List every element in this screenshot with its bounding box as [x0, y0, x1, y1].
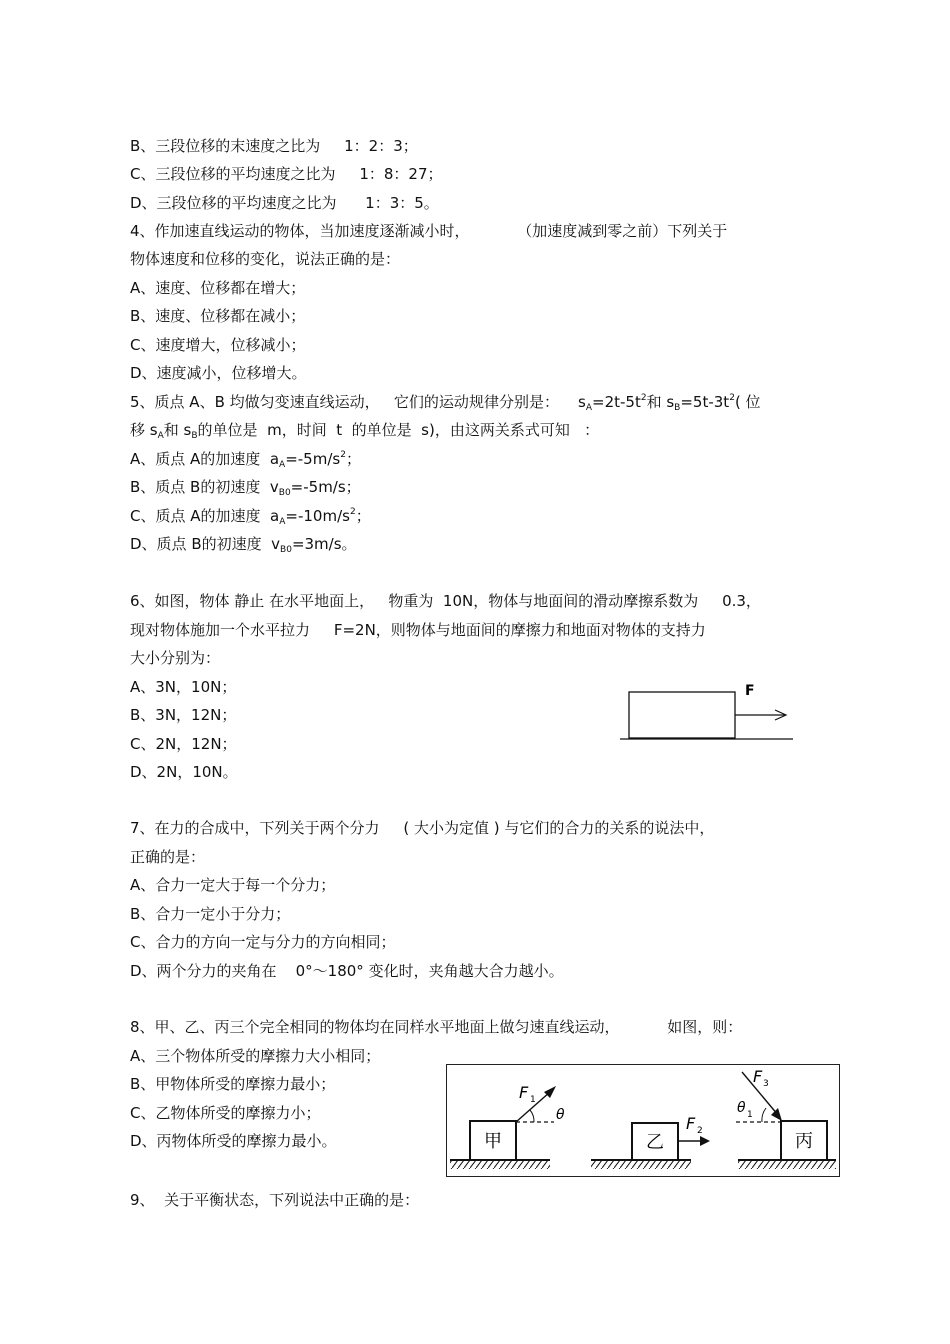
- svg-text:1: 1: [747, 1110, 753, 1120]
- ground-3: [738, 1160, 836, 1169]
- q8-stem-line1: 8、甲、乙、丙三个完全相同的物体均在同样水平地面上做匀速直线运动， 如图，则：: [130, 1018, 743, 1036]
- q4-option-d: D、速度减小，位移增大。: [130, 364, 307, 382]
- q7-option-b: B、合力一定小于分力；: [130, 905, 291, 923]
- q5-option-b: B、质点 B的初速度 $v_{B0}=-5m/s$；: [130, 478, 361, 498]
- q4-option-b: B、速度、位移都在减小；: [130, 307, 306, 325]
- q6-option-c: C、2N，12N；: [130, 735, 237, 753]
- q7-option-c: C、合力的方向一定与分力的方向相同；: [130, 933, 396, 951]
- block-yi-label: 乙: [646, 1132, 664, 1153]
- q4-option-c: C、速度增大，位移减小；: [130, 336, 306, 354]
- theta-label-1: θ: [556, 1107, 565, 1123]
- q5-option-c: C、质点 A的加速度 $a_A=-10m/s^2$；: [130, 507, 371, 527]
- q5-option-d: D、质点 B的初速度 $v_{B0}=3m/s$。: [130, 535, 357, 555]
- q3-option-d: D、三段位移的平均速度之比为 1：3：5。: [130, 194, 439, 212]
- svg-text:2: 2: [697, 1126, 703, 1136]
- block-bing-label: 丙: [795, 1131, 813, 1152]
- q6-stem-line1: 6、如图，物体 静止 在水平地面上， 物重为 10N，物体与地面间的滑动摩擦系数为 0.3，: [130, 592, 761, 610]
- block-jia-label: 甲: [484, 1131, 502, 1152]
- q5-stem-line1: 5、质点 A、B 均做匀变速直线运动， 它们的运动规律分别是： $s_A=2t-5t^2$和 $s_B=5t-3t^2$( 位: [130, 393, 761, 413]
- q3-option-c: C、三段位移的平均速度之比为 1：8：27；: [130, 165, 443, 183]
- q6-block-diagram: [615, 675, 800, 750]
- q8-three-blocks-diagram: [446, 1064, 840, 1178]
- q8-option-b: B、甲物体所受的摩擦力最小；: [130, 1075, 336, 1093]
- q8-option-d: D、丙物体所受的摩擦力最小。: [130, 1132, 337, 1150]
- q6-option-d: D、2N，10N。: [130, 763, 238, 781]
- ground-2: [591, 1160, 691, 1169]
- q4-stem-line2: 物体速度和位移的变化，说法正确的是：: [130, 250, 401, 268]
- theta-label-3: θ: [737, 1100, 746, 1116]
- f3-label: F: [753, 1067, 763, 1086]
- svg-text:1: 1: [530, 1095, 536, 1105]
- svg-text:3: 3: [763, 1079, 769, 1089]
- q6-stem-line3: 大小分别为：: [130, 649, 221, 667]
- q3-option-b: B、三段位移的末速度之比为 1：2：3；: [130, 137, 418, 155]
- q5-stem-line2: 移 $s_A$和 $s_B$的单位是 m，时间 t 的单位是 s)，由这两关系式可知 ：: [130, 421, 600, 441]
- q8-option-a: A、三个物体所受的摩擦力大小相同；: [130, 1047, 381, 1065]
- q8-option-c: C、乙物体所受的摩擦力小；: [130, 1104, 321, 1122]
- q6-force-label: F: [745, 683, 755, 699]
- q7-option-a: A、合力一定大于每一个分力；: [130, 876, 336, 894]
- q9-stem: 9、 关于平衡状态，下列说法中正确的是：: [130, 1191, 420, 1209]
- q5-option-a: A、质点 A的加速度 $a_A=-5m/s^2$；: [130, 450, 361, 470]
- ground-1: [450, 1160, 550, 1169]
- f1-label: F: [519, 1083, 529, 1102]
- q4-stem-line1: 4、作加速直线运动的物体，当加速度逐渐减小时， （加速度减到零之前）下列关于: [130, 222, 728, 240]
- q7-stem-line1: 7、在力的合成中，下列关于两个分力 ( 大小为定值 ) 与它们的合力的关系的说法中，: [130, 819, 715, 837]
- q6-block: [629, 692, 735, 738]
- q6-option-a: A、3N，10N；: [130, 678, 237, 696]
- q7-option-d: D、两个分力的夹角在 0°～180° 变化时，夹角越大合力越小。: [130, 962, 564, 980]
- q4-option-a: A、速度、位移都在增大；: [130, 279, 306, 297]
- q7-stem-line2: 正确的是：: [130, 848, 206, 866]
- f2-label: F: [686, 1114, 696, 1133]
- q6-option-b: B、3N，12N；: [130, 706, 237, 724]
- q6-stem-line2: 现对物体施加一个水平拉力 F=2N，则物体与地面间的摩擦力和地面对物体的支持力: [130, 621, 706, 639]
